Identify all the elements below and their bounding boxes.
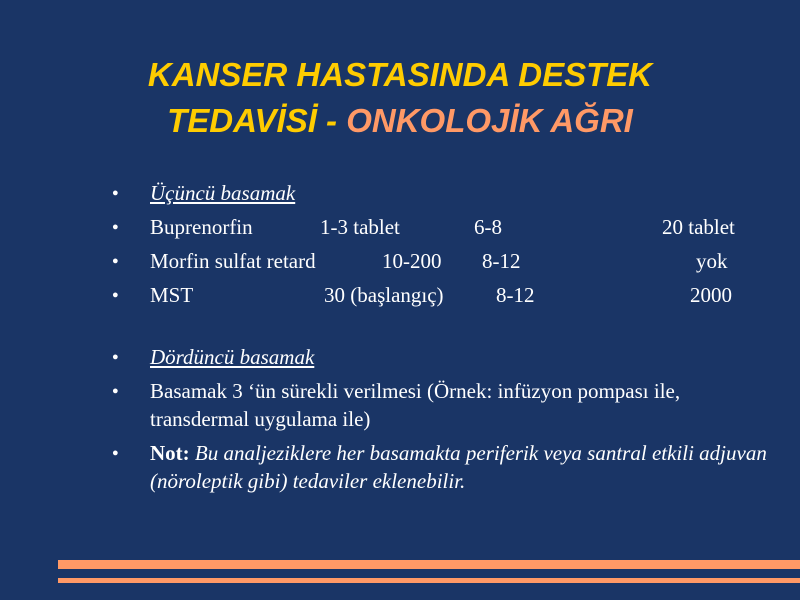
drug-interval: 8-12 xyxy=(482,249,521,273)
slide-title xyxy=(0,52,800,144)
decorative-bar-bottom xyxy=(58,578,800,583)
drug-row xyxy=(112,244,772,278)
title-line-2-prefix: TEDAVİSİ - xyxy=(167,102,347,139)
bullet-dot-icon: ● xyxy=(112,385,119,397)
bullet-fourth-step-text xyxy=(112,374,772,436)
slide-content xyxy=(112,176,772,498)
drug-dose: 10-200 xyxy=(382,249,442,273)
fourth-step-heading: Dördüncü basamak xyxy=(150,345,315,369)
bullet-fourth-step-heading xyxy=(112,340,772,374)
drug-dose: 1-3 tablet xyxy=(320,215,400,239)
fourth-step-text: Basamak 3 ‘ün sürekli verilmesi (Örnek: infüzyon pompası ile, transdermal uygulama ile) xyxy=(150,379,681,431)
bullet-dot-icon: ● xyxy=(112,255,119,267)
drug-interval: 6-8 xyxy=(474,215,502,239)
title-line-1: KANSER HASTASINDA DESTEK xyxy=(147,56,653,93)
drug-name: Morfin sulfat retard xyxy=(150,249,316,273)
drug-row xyxy=(112,278,772,312)
drug-name: MST xyxy=(150,283,194,307)
bullet-dot-icon: ● xyxy=(112,447,119,459)
title-line-2 xyxy=(0,98,800,144)
drug-row xyxy=(112,210,772,244)
bullet-dot-icon: ● xyxy=(112,289,119,301)
bullet-dot-icon: ● xyxy=(112,221,119,233)
decorative-bar-top xyxy=(58,560,800,569)
note-label: Not: xyxy=(150,441,190,465)
drug-name: Buprenorfin xyxy=(150,215,253,239)
note-text: Bu analjeziklere her basamakta periferik veya santral etkili adjuvan (nöroleptik gibi) tedaviler eklenebilir. xyxy=(150,441,767,493)
bullet-note xyxy=(112,436,772,498)
drug-interval: 8-12 xyxy=(496,283,535,307)
title-line-2-accent: ONKOLOJİK AĞRI xyxy=(346,102,633,139)
drug-max: 2000 xyxy=(690,283,732,307)
drug-dose: 30 (başlangıç) xyxy=(324,283,444,307)
drug-max: yok xyxy=(696,249,728,273)
bullet-third-step-heading xyxy=(112,176,772,210)
bullet-dot-icon: ● xyxy=(112,351,119,363)
bullet-dot-icon: ● xyxy=(112,187,119,199)
drug-max: 20 tablet xyxy=(662,215,735,239)
spacer xyxy=(112,312,772,340)
third-step-heading: Üçüncü basamak xyxy=(150,181,296,205)
